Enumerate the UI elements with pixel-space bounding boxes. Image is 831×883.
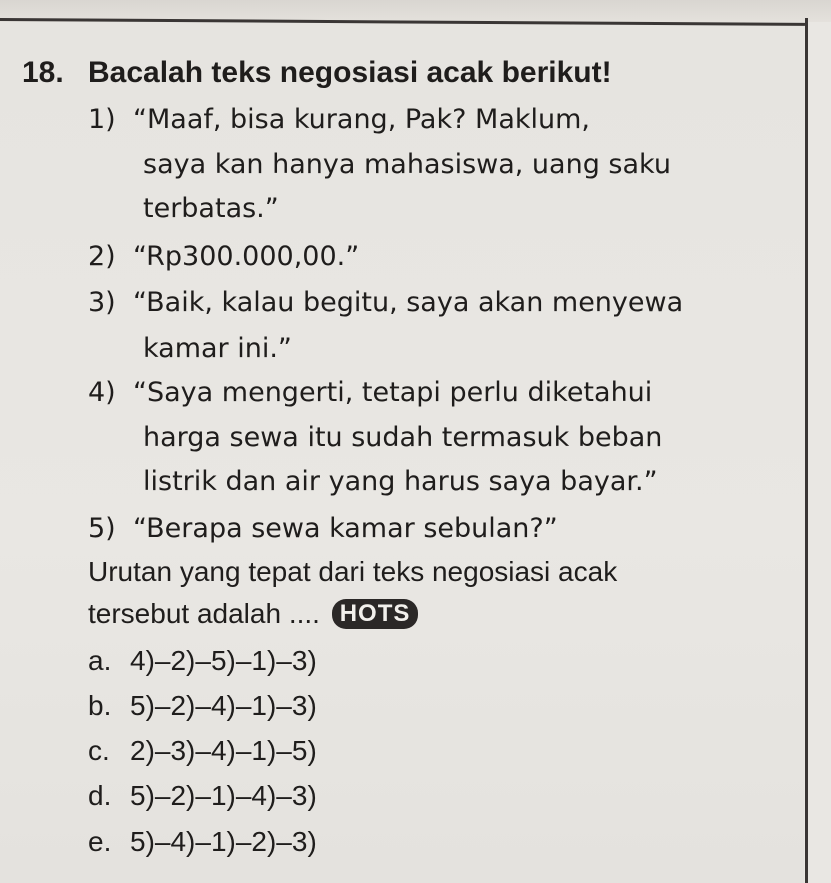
option-c-letter[interactable]: c.	[88, 735, 110, 766]
hots-badge: HOTS	[332, 599, 419, 629]
item-line: “Saya mengerti, tetapi perlu diketahui	[133, 377, 653, 408]
item-line: “Rp300.000,00.”	[133, 241, 360, 272]
option-a-text[interactable]: 4)–2)–5)–1)–3)	[130, 645, 317, 676]
option-c-text[interactable]: 2)–3)–4)–1)–5)	[130, 735, 317, 766]
item-line: harga sewa itu sudah termasuk beban	[143, 422, 663, 453]
item-line: terbatas.”	[143, 193, 279, 224]
item-number: 3)	[88, 287, 116, 318]
item-number: 5)	[88, 513, 116, 544]
option-e-letter[interactable]: e.	[88, 826, 112, 857]
item-line: “Baik, kalau begitu, saya akan menyewa	[133, 287, 684, 318]
item-line: listrik dan air yang harus saya bayar.”	[143, 466, 658, 497]
option-d-letter[interactable]: d.	[88, 780, 112, 811]
prompt-line-2	[88, 598, 418, 630]
item-line: “Maaf, bisa kurang, Pak? Maklum,	[133, 104, 590, 135]
question-title: Bacalah teks negosiasi acak berikut!	[88, 56, 612, 89]
option-d-text[interactable]: 5)–2)–1)–4)–3)	[130, 780, 317, 811]
prompt-line-2-text: tersebut adalah ....	[88, 598, 320, 629]
item-line: saya kan hanya mahasiswa, uang saku	[143, 149, 671, 180]
option-b-letter[interactable]: b.	[88, 690, 112, 721]
question-number: 18.	[22, 56, 64, 89]
prompt-line-1: Urutan yang tepat dari teks negosiasi acak	[88, 556, 618, 587]
item-number: 4)	[88, 377, 116, 408]
option-a-letter[interactable]: a.	[88, 645, 112, 676]
option-b-text[interactable]: 5)–2)–4)–1)–3)	[130, 690, 317, 721]
item-number: 2)	[88, 241, 116, 272]
item-line: kamar ini.”	[143, 333, 292, 364]
side-rule	[805, 18, 808, 883]
option-e-text[interactable]: 5)–4)–1)–2)–3)	[130, 826, 317, 857]
item-number: 1)	[88, 104, 116, 135]
item-line: “Berapa sewa kamar sebulan?”	[133, 513, 558, 544]
